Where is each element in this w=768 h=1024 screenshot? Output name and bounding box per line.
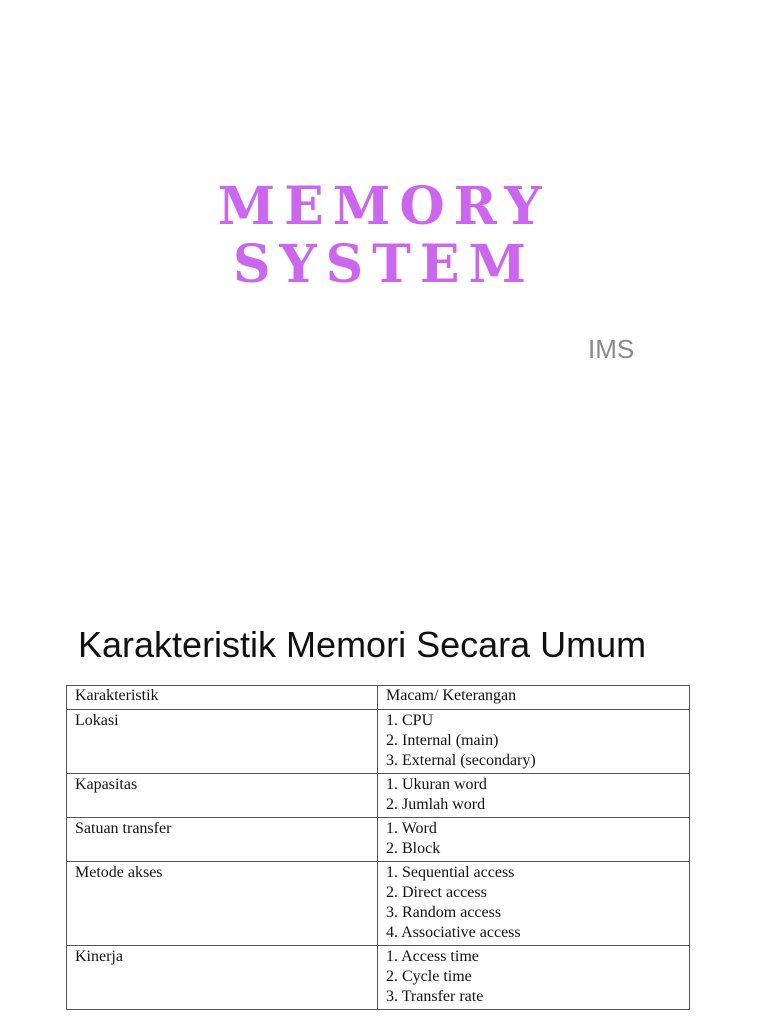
list-item: 2. Direct access <box>386 884 487 901</box>
list-item: 3. Transfer rate <box>386 988 484 1005</box>
row-items <box>378 946 690 1010</box>
memory-characteristics-table <box>66 685 690 1010</box>
list-item: 1. Word <box>386 820 437 837</box>
list-item: 2. Internal (main) <box>386 732 499 749</box>
row-label: Kinerja <box>67 946 378 1010</box>
row-label: Lokasi <box>67 710 378 774</box>
list-item: 1. Sequential access <box>386 864 515 881</box>
list-item: 4. Associative access <box>386 924 521 941</box>
title-line-1: MEMORY <box>217 176 551 237</box>
list-item: 1. CPU <box>386 712 434 729</box>
table-row <box>67 710 690 774</box>
row-label: Kapasitas <box>67 774 378 818</box>
list-item: 2. Jumlah word <box>386 796 486 813</box>
table-row <box>67 862 690 946</box>
table-row <box>67 946 690 1010</box>
slide-title <box>0 178 768 294</box>
title-line-2: SYSTEM <box>232 234 536 295</box>
list-item: 3. External (secondary) <box>386 752 536 769</box>
list-item: 1. Ukuran word <box>386 776 487 793</box>
section-heading: Karakteristik Memori Secara Umum <box>78 624 647 665</box>
table-row <box>67 818 690 862</box>
row-items <box>378 774 690 818</box>
list-item: 2. Block <box>386 840 441 857</box>
table-header-row <box>67 686 690 710</box>
row-items <box>378 818 690 862</box>
row-label: Metode akses <box>67 862 378 946</box>
column-header-macam: Macam/ Keterangan <box>378 686 690 710</box>
list-item: 1. Access time <box>386 948 479 965</box>
row-label: Satuan transfer <box>67 818 378 862</box>
row-items <box>378 710 690 774</box>
list-item: 2. Cycle time <box>386 968 472 985</box>
slide-subtitle: IMS <box>588 334 635 364</box>
row-items <box>378 862 690 946</box>
column-header-karakteristik: Karakteristik <box>67 686 378 710</box>
list-item: 3. Random access <box>386 904 502 921</box>
table-row <box>67 774 690 818</box>
